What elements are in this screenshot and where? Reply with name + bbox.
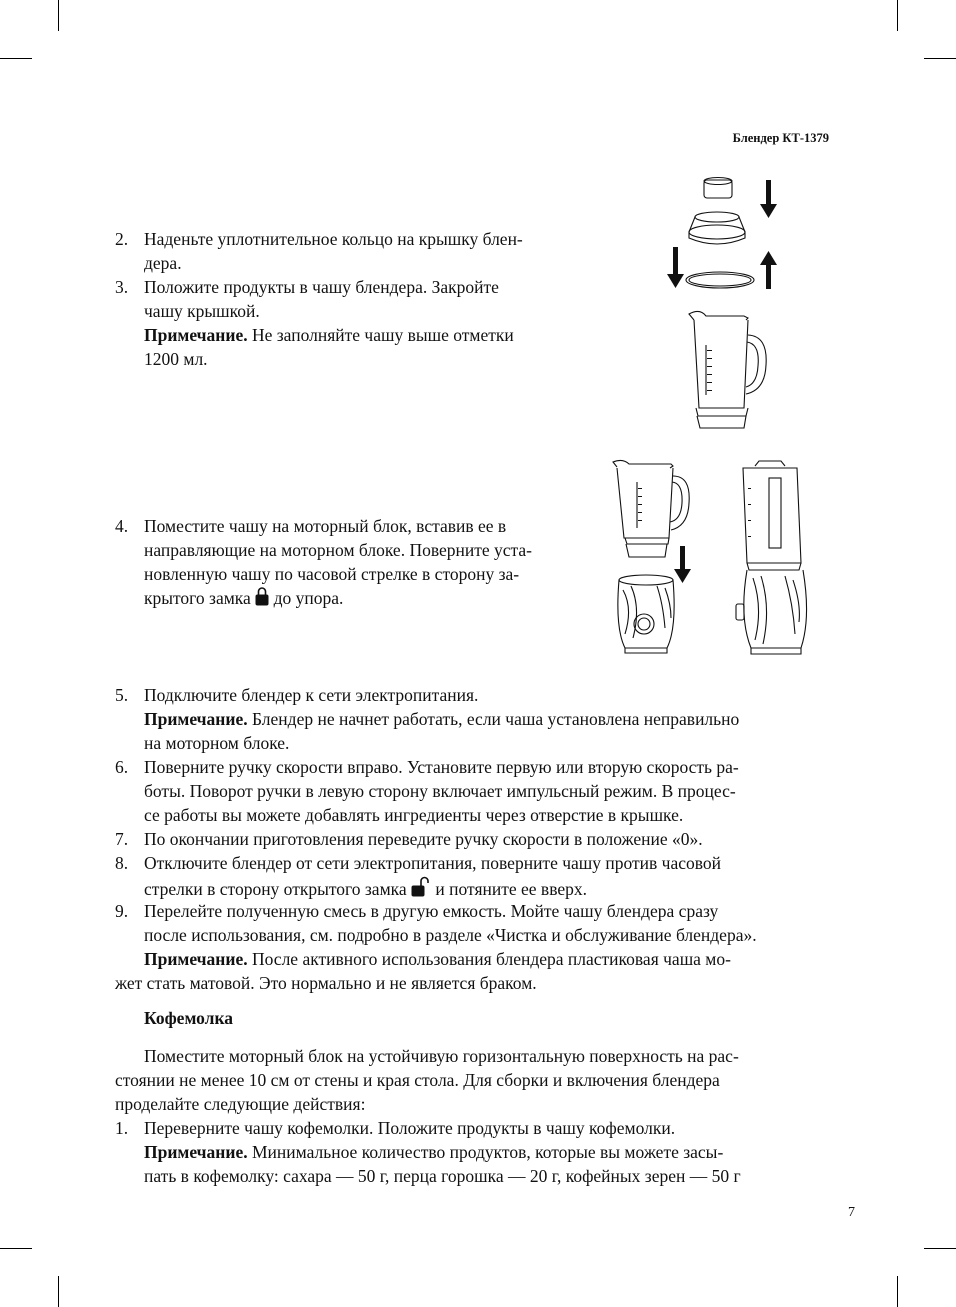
note-line — [144, 1140, 741, 1164]
step-number: 5. — [115, 685, 129, 705]
crop-mark — [58, 0, 59, 31]
step-text-line: Переверните чашу кофемолки. Положите продукты в чашу кофемолки. — [144, 1118, 676, 1138]
paragraph-line: стоянии не менее 10 см от стены и края стола. Для сборки и включения блендера — [115, 1070, 720, 1090]
arrow-down-icon — [760, 180, 777, 218]
step-text-line: новленную чашу по часовой стрелке в сторону за- — [144, 564, 520, 584]
crop-mark — [58, 1276, 59, 1307]
note-label: Примечание. — [144, 325, 248, 345]
note-line: жет стать матовой. Это нормально и не является браком. — [115, 973, 537, 993]
step-text-line: се работы вы можете добавлять ингредиенты через отверстие в крышке. — [144, 805, 684, 825]
step-number: 7. — [115, 829, 129, 849]
note-text: Не заполняйте чашу выше отметки — [247, 325, 514, 345]
step-text-line: Поместите чашу на моторный блок, вставив ее в — [144, 516, 507, 536]
step-text-line: Наденьте уплотнительное кольцо на крышку блен- — [144, 229, 523, 249]
step-number: 4. — [115, 516, 129, 536]
note-text: Минимальное количество продуктов, которые вы можете засы- — [247, 1142, 724, 1162]
step-number: 8. — [115, 853, 129, 873]
note-line: пать в кофемолку: сахара — 50 г, перца горошка — 20 г, кофейных зерен — 50 г — [144, 1166, 741, 1186]
crop-mark — [0, 1248, 32, 1249]
section-heading-coffee-grinder: Кофемолка — [144, 1008, 234, 1028]
step-number: 6. — [115, 757, 129, 777]
step-text-line: крытого замка до упора. — [144, 588, 344, 608]
note-text: После активного использования блендера пластиковая чаша мо- — [247, 949, 731, 969]
step-text-line: стрелки в сторону открытого замка и потяните ее вверх. — [144, 875, 721, 901]
arrow-up-icon — [760, 251, 777, 289]
crop-mark — [924, 1248, 956, 1249]
note-text: Блендер не начнет работать, если чаша установлена неправильно — [247, 709, 740, 729]
step-number: 2. — [115, 229, 129, 249]
step-number: 1. — [115, 1118, 129, 1138]
step-number: 9. — [115, 901, 129, 921]
page-number: 7 — [848, 1205, 855, 1220]
note-label: Примечание. — [144, 1142, 248, 1162]
crop-mark — [897, 1276, 898, 1307]
step-text-line: чашу крышкой. — [144, 301, 260, 321]
note-line — [144, 947, 757, 971]
blender-assembly-figure — [664, 170, 784, 434]
note-label: Примечание. — [144, 949, 248, 969]
open-lock-icon — [411, 875, 431, 897]
note-line — [144, 323, 514, 347]
arrow-down-icon — [667, 247, 684, 288]
crop-mark — [897, 0, 898, 31]
step-text-line: боты. Поворот ручки в левую сторону включает импульсный режим. В процес- — [144, 781, 736, 801]
step-text-line: Поверните ручку скорости вправо. Установите первую или вторую скорость ра- — [144, 757, 739, 777]
crop-mark — [0, 58, 32, 59]
step-text-line: направляющие на моторном блоке. Поверните уста- — [144, 540, 532, 560]
crop-mark — [924, 58, 956, 59]
note-label: Примечание. — [144, 709, 248, 729]
step-text-line: дера. — [144, 253, 182, 273]
paragraph-line: проделайте следующие действия: — [115, 1094, 366, 1114]
step-text-line: Положите продукты в чашу блендера. Закройте — [144, 277, 499, 297]
step-number: 3. — [115, 277, 129, 297]
step-text-line: Отключите блендер от сети электропитания, поверните чашу против часовой — [144, 853, 722, 873]
step-text-line: Подключите блендер к сети электропитания. — [144, 685, 479, 705]
note-line — [144, 707, 739, 731]
step-text-line: после использования, см. подробно в разделе «Чистка и обслуживание блендера». — [144, 925, 757, 945]
page-header-title: Блендер КТ-1379 — [732, 131, 829, 145]
note-line: 1200 мл. — [144, 349, 208, 369]
paragraph-line: Поместите моторный блок на устойчивую горизонтальную поверхность на рас- — [144, 1046, 739, 1066]
step-text-line: Перелейте полученную смесь в другую емкость. Мойте чашу блендера сразу — [144, 901, 719, 921]
closed-lock-icon — [255, 586, 269, 606]
arrow-down-icon — [674, 546, 691, 583]
step-text-line: По окончании приготовления переведите ручку скорости в положение «0». — [144, 829, 703, 849]
blender-install-figure — [605, 458, 830, 660]
note-line: на моторном блоке. — [144, 733, 290, 753]
